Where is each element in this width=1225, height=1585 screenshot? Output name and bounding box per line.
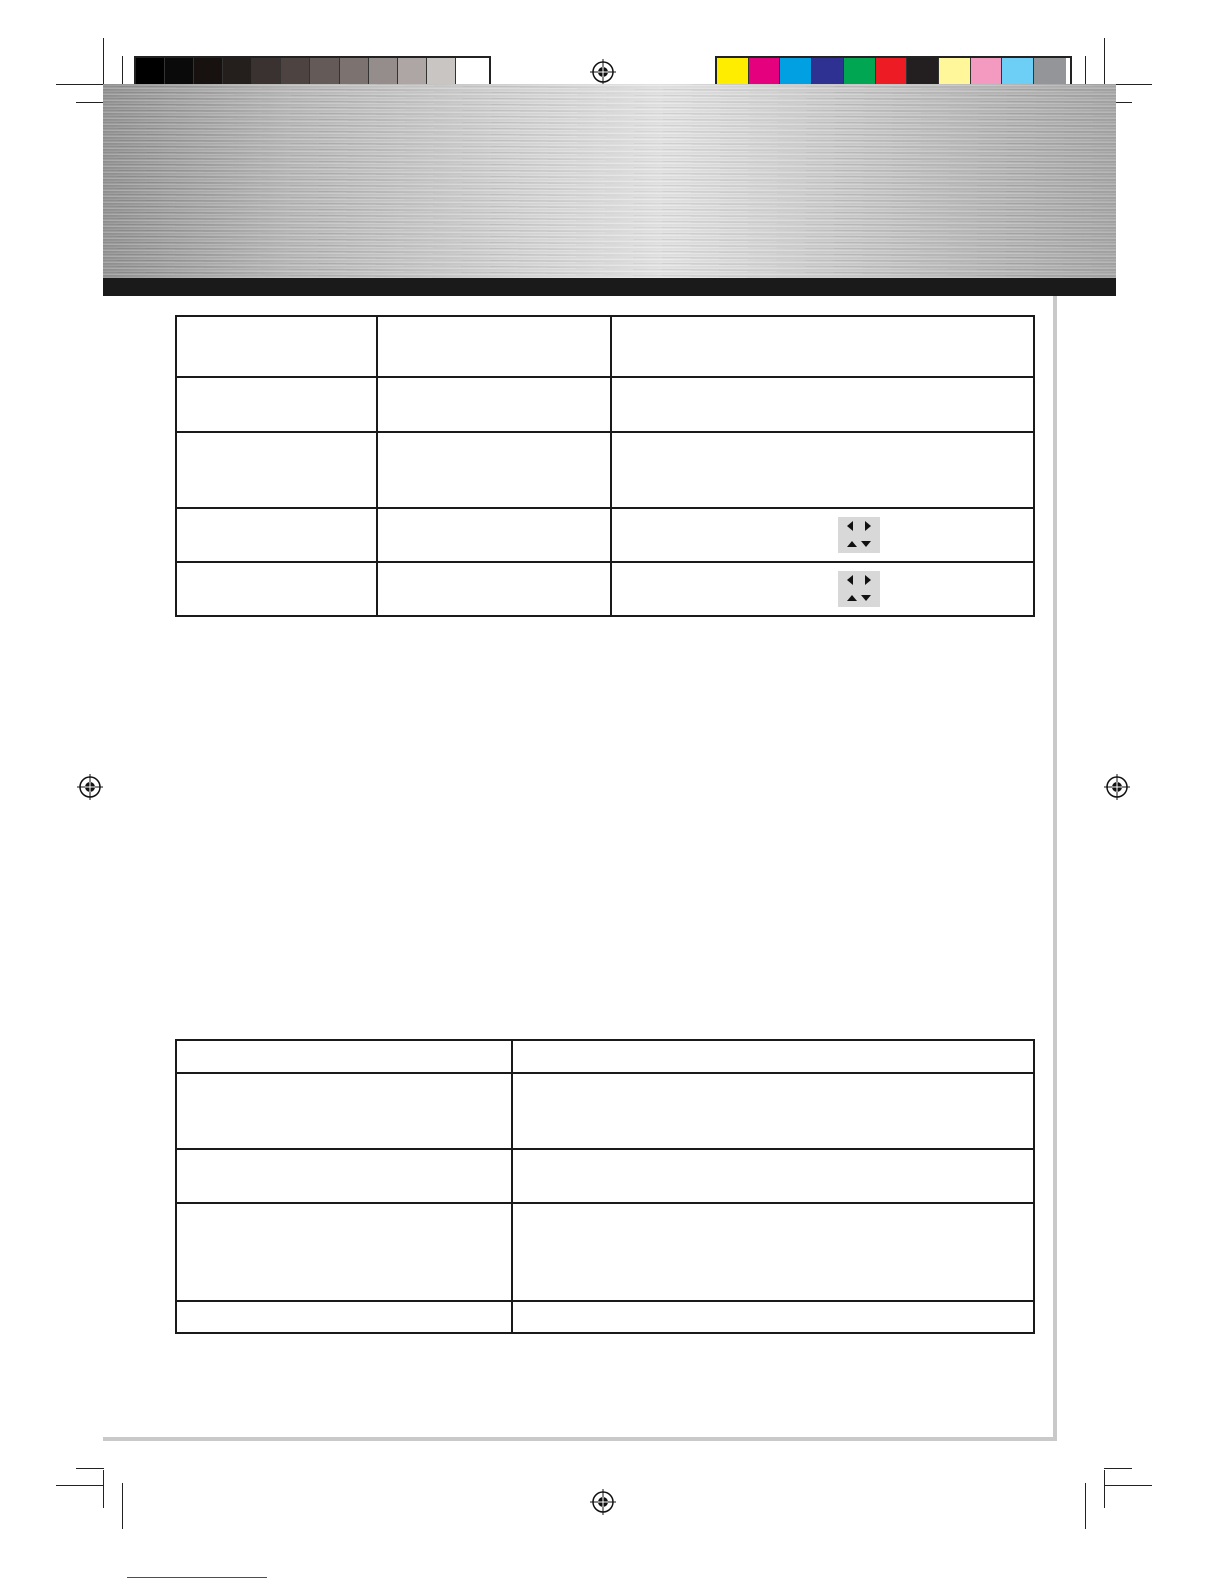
color-swatch bbox=[194, 58, 223, 86]
color-swatch bbox=[340, 58, 369, 86]
arrow-keys-icon bbox=[838, 517, 880, 553]
table-cell bbox=[176, 432, 377, 508]
page-edge-bottom bbox=[103, 1437, 1057, 1441]
table-cell bbox=[512, 1040, 1034, 1073]
registration-target-icon bbox=[77, 774, 103, 800]
table-cell bbox=[611, 432, 1034, 508]
table-cell bbox=[611, 562, 1034, 616]
header-black-band bbox=[103, 278, 1116, 296]
table-cell bbox=[377, 377, 611, 432]
table-cell bbox=[176, 1040, 512, 1073]
color-swatch bbox=[369, 58, 398, 86]
registration-target-icon bbox=[590, 1489, 616, 1515]
table-cell bbox=[176, 508, 377, 562]
crop-mark bbox=[122, 1483, 123, 1529]
table-row bbox=[176, 1301, 1034, 1333]
color-swatch bbox=[252, 58, 281, 86]
color-swatch bbox=[1034, 58, 1066, 86]
color-swatch bbox=[398, 58, 427, 86]
table-cell bbox=[176, 316, 377, 377]
color-swatch bbox=[310, 58, 339, 86]
table-row bbox=[176, 562, 1034, 616]
crop-mark bbox=[103, 1470, 104, 1508]
color-swatch bbox=[876, 58, 908, 86]
brushed-metal-header bbox=[103, 84, 1116, 278]
table-row bbox=[176, 1203, 1034, 1301]
color-swatch bbox=[136, 58, 165, 86]
color-swatch bbox=[456, 58, 485, 86]
crop-mark bbox=[56, 84, 104, 85]
table-cell bbox=[377, 432, 611, 508]
color-swatch bbox=[780, 58, 812, 86]
crop-mark bbox=[1104, 1468, 1132, 1469]
color-swatch bbox=[844, 58, 876, 86]
settings-table-1 bbox=[175, 315, 1035, 617]
table-cell bbox=[377, 316, 611, 377]
color-swatch bbox=[1002, 58, 1034, 86]
table-cell bbox=[377, 508, 611, 562]
table-cell bbox=[611, 377, 1034, 432]
crop-mark bbox=[1104, 1470, 1105, 1508]
color-swatch bbox=[427, 58, 456, 86]
table-row bbox=[176, 316, 1034, 377]
table-row bbox=[176, 432, 1034, 508]
settings-table-2 bbox=[175, 1039, 1035, 1334]
crop-mark bbox=[76, 1468, 104, 1469]
table-cell bbox=[176, 377, 377, 432]
color-swatch bbox=[971, 58, 1003, 86]
table-cell bbox=[176, 1203, 512, 1301]
registration-target-icon bbox=[590, 59, 616, 85]
color-swatch bbox=[812, 58, 844, 86]
table-cell bbox=[611, 508, 1034, 562]
table-cell bbox=[512, 1203, 1034, 1301]
table-cell bbox=[176, 1073, 512, 1149]
table-cell bbox=[512, 1149, 1034, 1203]
crop-mark bbox=[1104, 1485, 1152, 1486]
crop-mark bbox=[76, 102, 104, 103]
color-swatch bbox=[281, 58, 310, 86]
arrow-keys-icon bbox=[838, 571, 880, 607]
table-row bbox=[176, 1149, 1034, 1203]
table-cell bbox=[611, 316, 1034, 377]
color-swatch bbox=[939, 58, 971, 86]
color-swatch bbox=[749, 58, 781, 86]
crop-mark bbox=[56, 1485, 104, 1486]
color-swatch bbox=[165, 58, 194, 86]
bottom-underline bbox=[127, 1577, 267, 1578]
crop-mark bbox=[1085, 1483, 1086, 1529]
table-row bbox=[176, 508, 1034, 562]
table-row bbox=[176, 1040, 1034, 1073]
registration-target-icon bbox=[1104, 774, 1130, 800]
page-edge-right bbox=[1053, 296, 1057, 1441]
table-cell bbox=[176, 1149, 512, 1203]
table-cell bbox=[176, 1301, 512, 1333]
color-swatch bbox=[717, 58, 749, 86]
table-cell bbox=[176, 562, 377, 616]
table-cell bbox=[377, 562, 611, 616]
table-cell bbox=[512, 1073, 1034, 1149]
table-row bbox=[176, 377, 1034, 432]
table-cell bbox=[512, 1301, 1034, 1333]
color-swatch bbox=[223, 58, 252, 86]
table-row bbox=[176, 1073, 1034, 1149]
color-swatch bbox=[907, 58, 939, 86]
